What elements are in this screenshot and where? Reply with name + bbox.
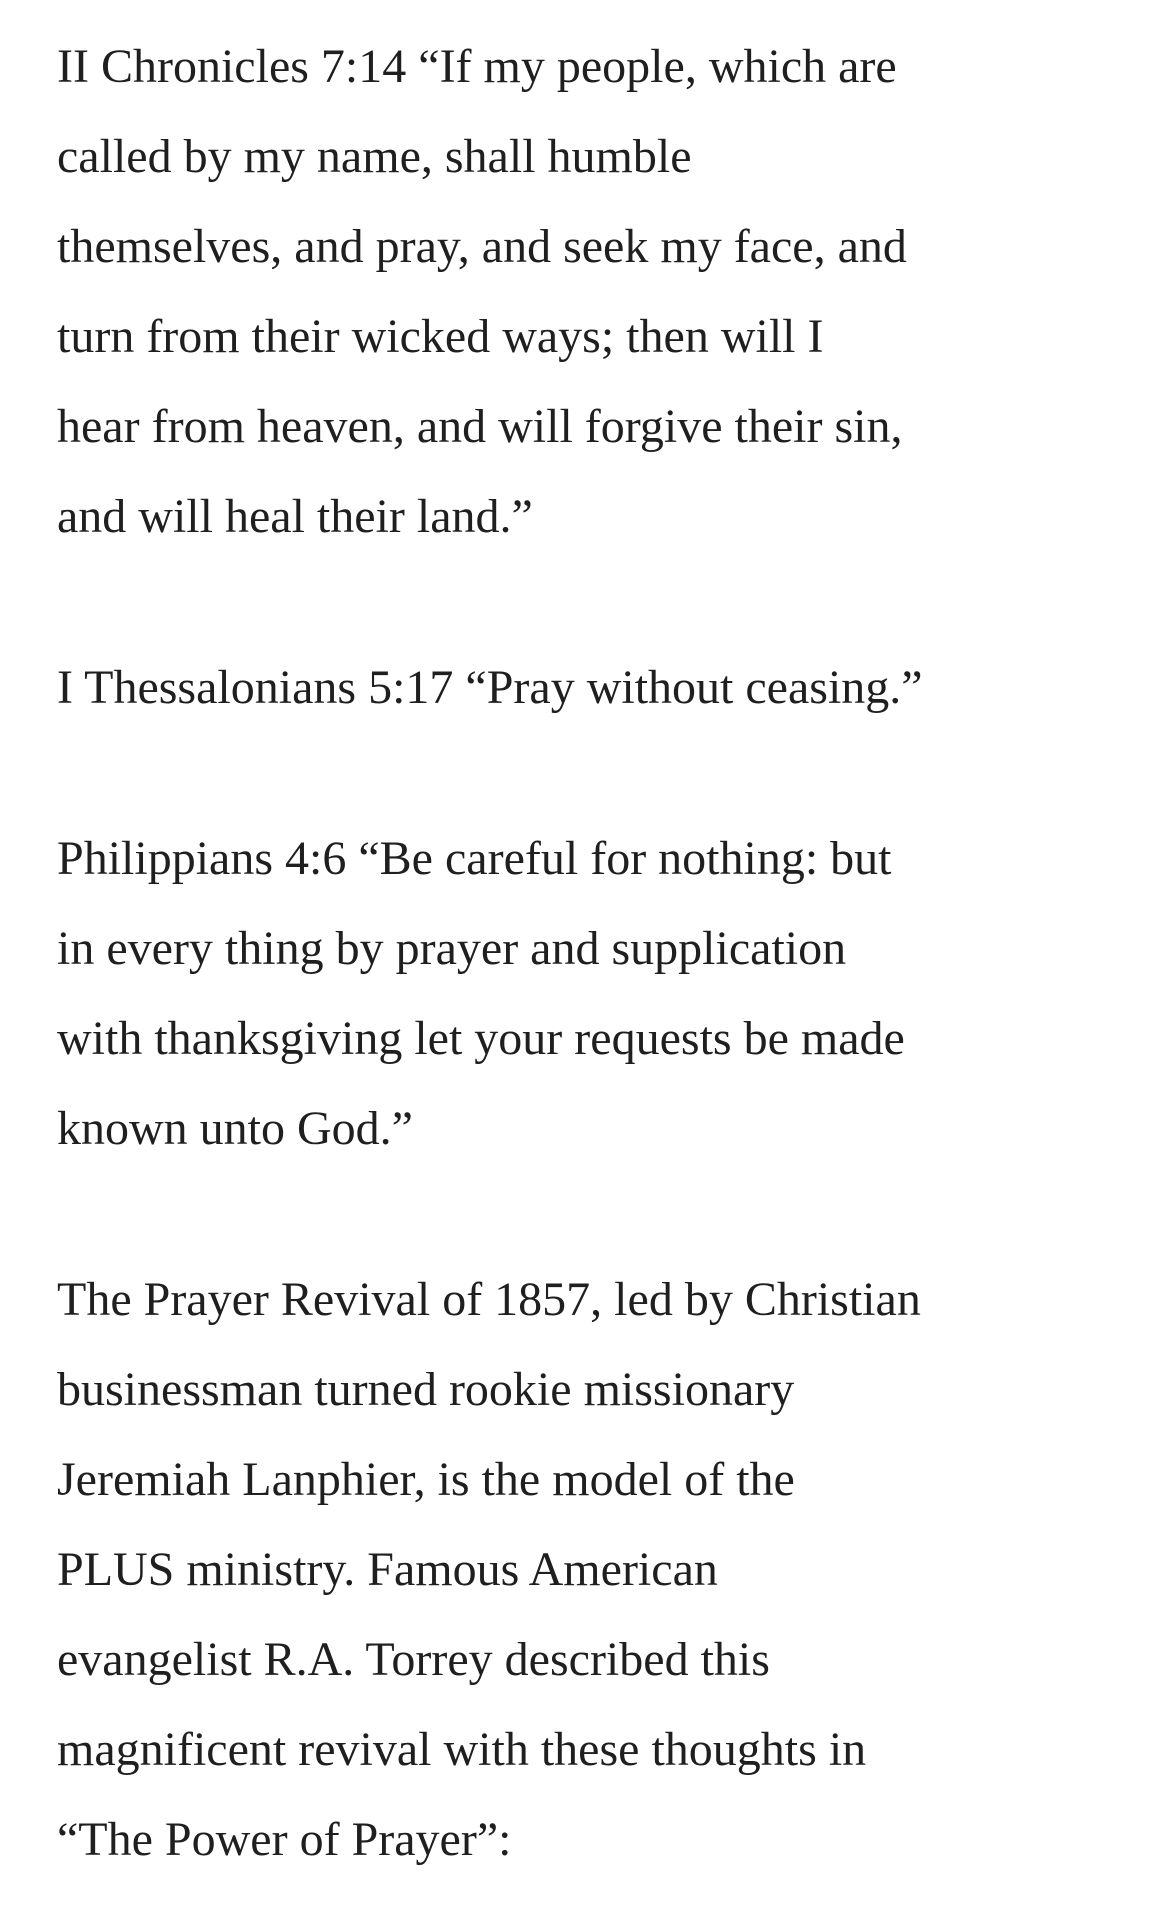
paragraph-chronicles-verse: II Chronicles 7:14 “If my people, which are called by my name, shall humble themselves, and pray, and seek my face, and turn from their wicked ways; then will I hear from heaven, and will forgive their sin, and will heal their land.” [57, 40, 907, 543]
paragraph-philippians-verse: Philippians 4:6 “Be careful for nothing: but in every thing by prayer and supplication with thanksgiving let your requests be made known unto God.” [57, 832, 905, 1155]
paragraph-prayer-revival: The Prayer Revival of 1857, led by Christian businessman turned rookie missionary Jeremiah Lanphier, is the model of the PLUS ministry. Famous American evangelist R.A. Torrey described this magnificent revival with these thoughts in “The Power of Prayer”: [57, 1273, 921, 1866]
paragraph-thessalonians-verse: I Thessalonians 5:17 “Pray without ceasing.” [57, 661, 923, 714]
